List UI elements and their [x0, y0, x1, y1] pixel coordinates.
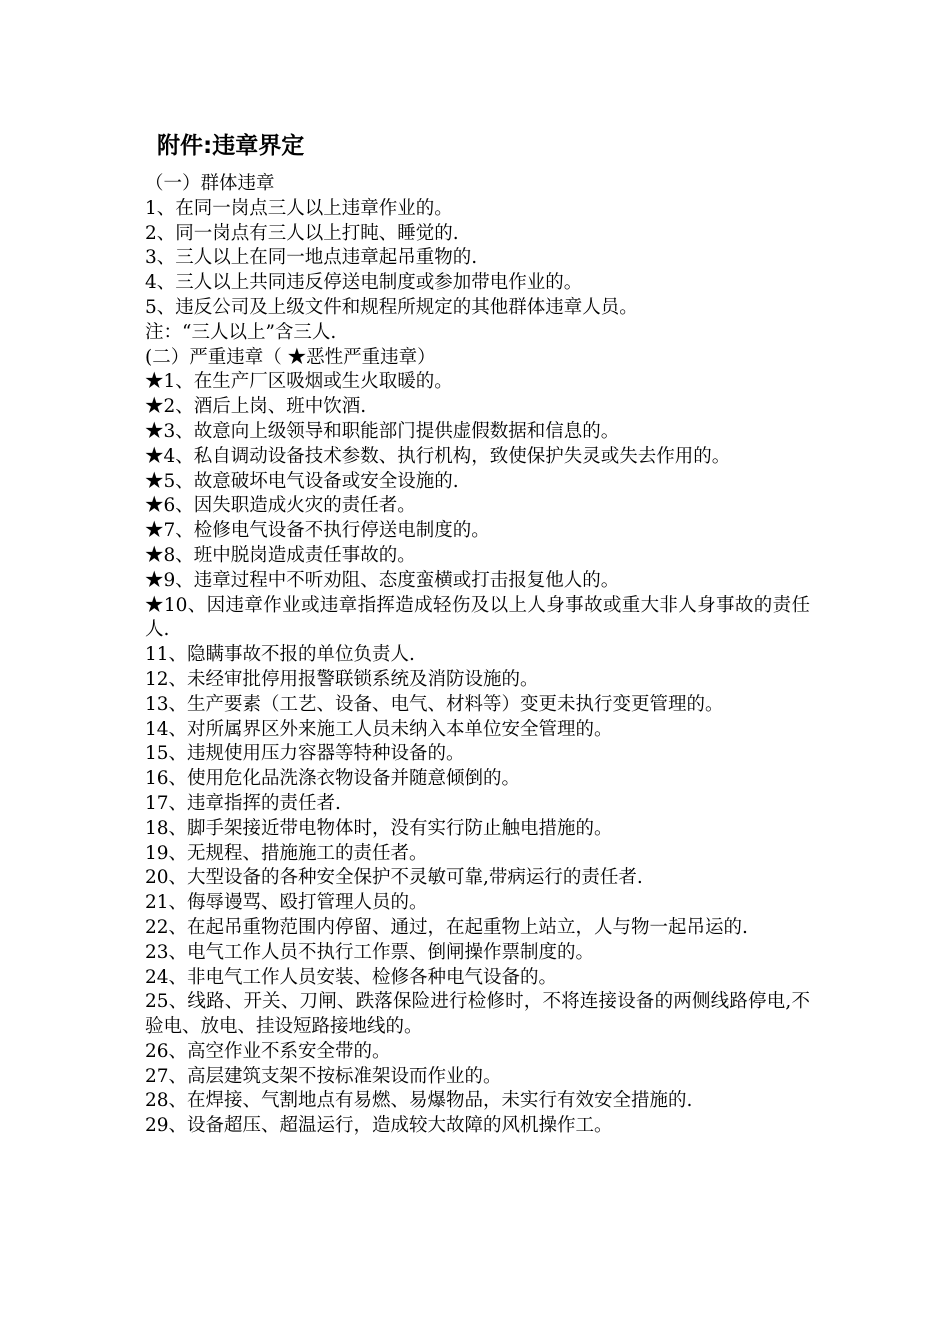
list-item: 17、违章指挥的责任者.: [145, 792, 341, 814]
list-item: 12、未经审批停用报警联锁系统及消防设施的。: [145, 668, 539, 690]
list-item: 5、违反公司及上级文件和规程所规定的其他群体违章人员。: [145, 296, 638, 318]
document-page: [145, 130, 810, 1139]
list-item: 20、大型设备的各种安全保护不灵敏可靠,带病运行的责任者.: [145, 867, 643, 889]
list-item: 16、使用危化品洗涤衣物设备并随意倾倒的。: [145, 768, 521, 790]
list-item: 14、对所属界区外来施工人员未纳入本单位安全管理的。: [145, 718, 613, 740]
list-item: 11、隐瞒事故不报的单位负责人.: [145, 644, 415, 666]
document-title: 附件:违章界定: [157, 133, 305, 159]
list-item: 4、三人以上共同违反停送电制度或参加带电作业的。: [145, 272, 583, 294]
list-item: 15、违规使用压力容器等特种设备的。: [145, 743, 465, 765]
list-item: 3、三人以上在同一地点违章起吊重物的.: [145, 247, 478, 269]
list-item: 24、非电气工作人员安装、检修各种电气设备的。: [145, 966, 558, 988]
section-heading-group: （一）群体违章: [145, 173, 275, 194]
list-item: 2、同一岗点有三人以上打盹、睡觉的.: [145, 222, 459, 244]
note: 注：“三人以上”含三人.: [145, 321, 337, 343]
list-item: ★9、违章过程中不听劝阻、态度蛮横或打击报复他人的。: [145, 569, 620, 591]
list-item: 19、无规程、措施施工的责任者。: [145, 842, 428, 864]
list-item: 23、电气工作人员不执行工作票、倒闸操作票制度的。: [145, 941, 595, 963]
list-item: 28、在焊接、气割地点有易燃、易爆物品，未实行有效安全措施的.: [145, 1090, 693, 1112]
list-item: 13、生产要素（工艺、设备、电气、材料等）变更未执行变更管理的。: [145, 693, 724, 715]
list-item: 25、线路、开关、刀闸、跌落保险进行检修时，不将连接设备的两侧线路停电,不验电、放电、挂设短路接地线的。: [145, 991, 810, 1038]
list-item: ★1、在生产厂区吸烟或生火取暖的。: [145, 371, 453, 393]
list-item: ★5、故意破坏电气设备或安全设施的.: [145, 470, 459, 492]
list-item: 27、高层建筑支架不按标准架设而作业的。: [145, 1065, 502, 1087]
list-item: 1、在同一岗点三人以上违章作业的。: [145, 197, 453, 219]
list-item: 21、侮辱谩骂、殴打管理人员的。: [145, 892, 428, 914]
section-heading-serious: (二）严重违章（ ★恶性严重违章）: [145, 346, 436, 368]
list-item: ★10、因违章作业或违章指挥造成轻伤及以上人身事故或重大非人身事故的责任人.: [145, 594, 810, 641]
list-item: 29、设备超压、超温运行，造成较大故障的风机操作工。: [145, 1115, 613, 1137]
list-item: 18、脚手架接近带电物体时，没有实行防止触电措施的。: [145, 817, 613, 839]
list-item: ★3、故意向上级领导和职能部门提供虚假数据和信息的。: [145, 420, 620, 442]
list-item: 22、在起吊重物范围内停留、通过，在起重物上站立，人与物一起吊运的.: [145, 916, 748, 938]
list-item: ★4、私自调动设备技术参数、执行机构，致使保护失灵或失去作用的。: [145, 445, 731, 467]
list-item: ★8、班中脱岗造成责任事故的。: [145, 544, 416, 566]
list-item: ★2、酒后上岗、班中饮酒.: [145, 396, 367, 418]
list-item: ★6、因失职造成火灾的责任者。: [145, 495, 416, 517]
list-item: ★7、检修电气设备不执行停送电制度的。: [145, 520, 490, 542]
list-item: 26、高空作业不系安全带的。: [145, 1040, 391, 1062]
